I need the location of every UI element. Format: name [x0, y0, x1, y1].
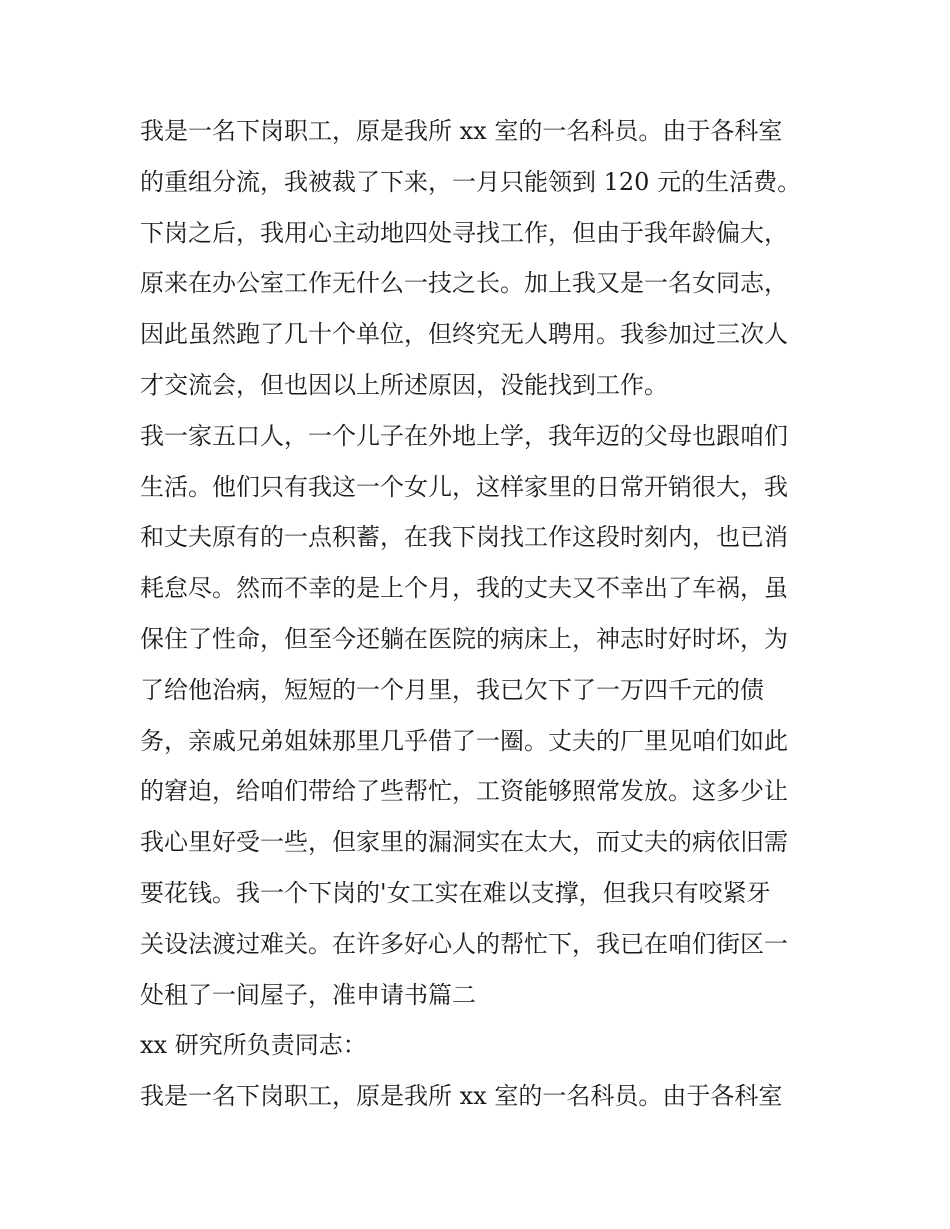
text-line: 要花钱。我一个下岗的'女工实在难以支撑，但我只有咬紧牙	[140, 878, 771, 907]
text-line: 务，亲戚兄弟姐妹那里几乎借了一圈。丈夫的厂里见咱们如此	[140, 726, 788, 755]
text-line: 关设法渡过难关。在许多好心人的帮忙下，我已在咱们街区一	[140, 929, 788, 958]
text-line: 耗怠尽。然而不幸的是上个月，我的丈夫又不幸出了车祸，虽	[140, 574, 788, 603]
text-line: 才交流会，但也因以上所述原因，没能找到工作。	[140, 370, 668, 399]
text-line: 原来在办公室工作无什么一技之长。加上我又是一名女同志，	[140, 269, 788, 298]
salutation: xx 研究所负责同志：	[140, 1031, 367, 1060]
text-line: 处租了一间屋子，准申请书篇二	[140, 980, 476, 1009]
text-line: 保住了性命，但至今还躺在医院的病床上，神志时好时坏，为	[140, 624, 788, 653]
text-line: 我是一名下岗职工，原是我所 xx 室的一名科员。由于各科室	[140, 117, 783, 145]
text-line: 和丈夫原有的一点积蓄，在我下岗找工作这段时刻内，也已消	[140, 523, 788, 552]
text-line: 我一家五口人，一个儿子在外地上学，我年迈的父母也跟咱们	[140, 421, 788, 450]
text-line: 因此虽然跑了几十个单位，但终究无人聘用。我参加过三次人	[140, 320, 788, 349]
text-line: 下岗之后，我用心主动地四处寻找工作，但由于我年龄偏大，	[140, 218, 788, 247]
text-line: 的重组分流，我被裁了下来，一月只能领到 120 元的生活费。	[140, 167, 802, 196]
document-body	[140, 106, 820, 1122]
text-line: 了给他治病，短短的一个月里，我已欠下了一万四千元的债	[140, 675, 764, 704]
text-line: 我是一名下岗职工，原是我所 xx 室的一名科员。由于各科室	[140, 1082, 783, 1111]
text-line: 生活。他们只有我这一个女儿，这样家里的日常开销很大，我	[140, 472, 788, 501]
text-line: 的窘迫，给咱们带给了些帮忙，工资能够照常发放。这多少让	[140, 777, 788, 806]
text-line: 我心里好受一些，但家里的漏洞实在太大，而丈夫的病依旧需	[140, 828, 788, 857]
